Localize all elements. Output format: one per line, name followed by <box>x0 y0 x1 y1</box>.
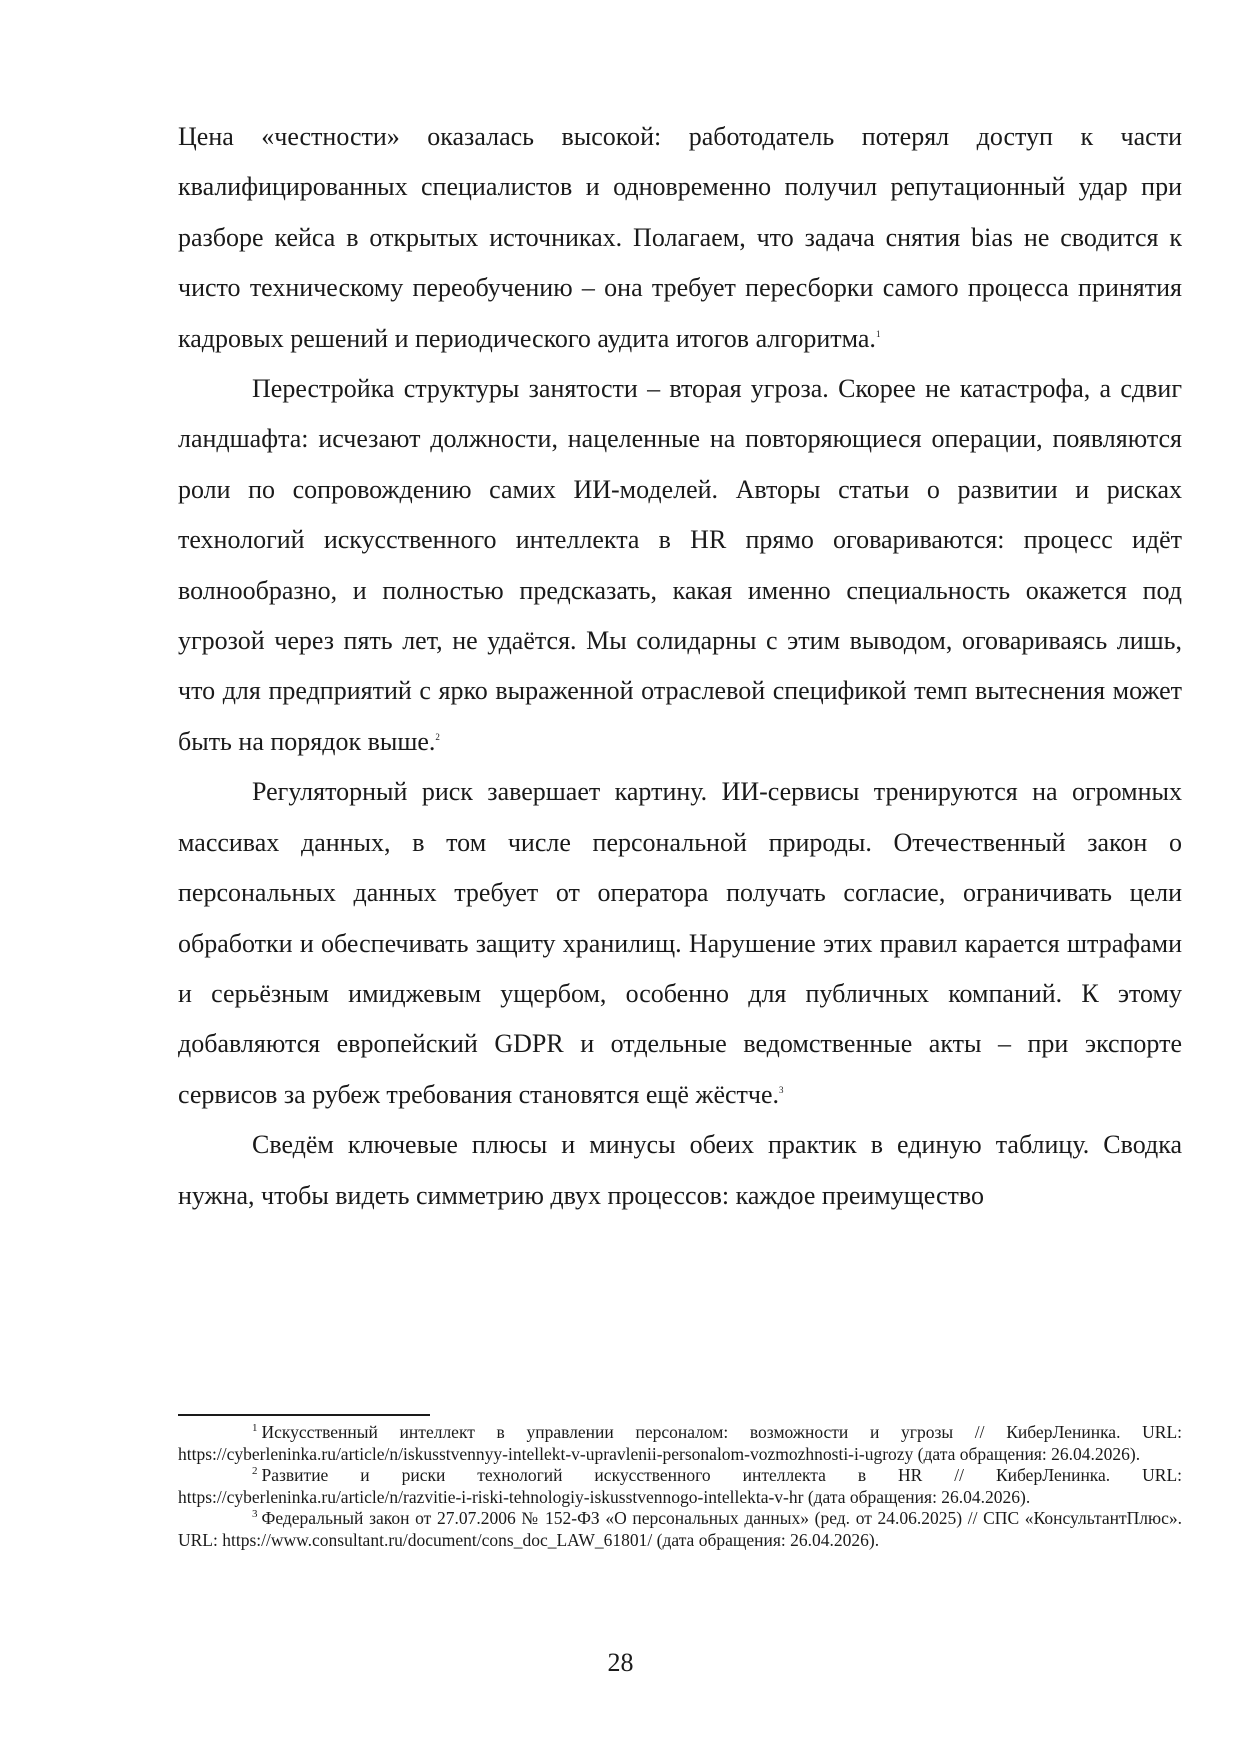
footnote-2 <box>178 1465 1182 1508</box>
footnote-ref-2[interactable]: 2 <box>435 731 440 742</box>
paragraph-4 <box>178 1120 1182 1221</box>
footnote-3-text: Федеральный закон от 27.07.2006 № 152-ФЗ «О персональных данных» (ред. от 24.06.2025) // СПС «КонсультантПлюс». URL: https://www.consultant.ru/document/cons_doc_LAW_61801/ (дата обращения: 26.04.2026). <box>178 1508 1182 1550</box>
footnote-mark-1: 1 <box>252 1422 258 1434</box>
paragraph-3 <box>178 767 1182 1120</box>
page-number: 28 <box>607 1648 634 1677</box>
paragraph-2 <box>178 364 1182 767</box>
footnote-1 <box>178 1422 1182 1465</box>
paragraph-1-text: Цена «честности» оказалась высокой: работодатель потерял доступ к части квалифицированных специалистов и одновременно получил репутационный удар при разборе кейса в открытых источниках. Полагаем, что задача снятия bias не сводится к чисто техническому переобучению – она требует пересборки самого процесса принятия кадровых решений и периодического аудита итогов алгоритма. <box>178 122 1182 353</box>
paragraph-4-text: Сведём ключевые плюсы и минусы обеих практик в единую таблицу. Сводка нужна, чтобы видеть симметрию двух процессов: каждое преимущество <box>178 1130 1182 1210</box>
footnote-1-text: Искусственный интеллект в управлении персоналом: возможности и угрозы // КиберЛенинка. URL: https://cyberleninka.ru/article/n/iskusstvennyy-intellekt-v-upravlenii-personalom-vozmozhnosti-i-ugrozy (дата обращения: 26.04.2026). <box>178 1422 1182 1464</box>
footnotes <box>178 1422 1182 1551</box>
footnote-ref-1[interactable]: 1 <box>875 328 881 339</box>
paragraph-2-text: Перестройка структуры занятости – вторая угроза. Скорее не катастрофа, а сдвиг ландшафта: исчезают должности, нацеленные на повторяющиеся операции, появляются роли по сопровождению самих ИИ-моделей. Авторы статьи о развитии и рисках технологий искусственного интеллекта в HR прямо оговариваются: процесс идёт волнообразно, и полностью предсказать, какая именно специальность окажется под угрозой через пять лет, не удаётся. Мы солидарны с этим выводом, оговариваясь лишь, что для предприятий с ярко выраженной отраслевой спецификой темп вытеснения может быть на порядок выше. <box>178 374 1182 756</box>
footnote-separator <box>178 1414 430 1416</box>
footnote-ref-3[interactable]: 3 <box>779 1084 784 1095</box>
paragraph-1 <box>178 112 1182 364</box>
footnote-mark-2: 2 <box>252 1465 258 1477</box>
body-text <box>178 112 1182 1221</box>
footnote-2-text: Развитие и риски технологий искусственного интеллекта в HR // КиберЛенинка. URL: https://cyberleninka.ru/article/n/razvitie-i-riski-tehnologiy-iskusstvennogo-intellekta-v-hr (дата обращения: 26.04.2026). <box>178 1465 1182 1507</box>
footnote-3 <box>178 1508 1182 1551</box>
paragraph-3-text: Регуляторный риск завершает картину. ИИ-сервисы тренируются на огромных массивах данных, в том числе персональной природы. Отечественный закон о персональных данных требует от оператора получать согласие, ограничивать цели обработки и обеспечивать защиту хранилищ. Нарушение этих правил карается штрафами и серьёзным имиджевым ущербом, особенно для публичных компаний. К этому добавляются европейский GDPR и отдельные ведомственные акты – при экспорте сервисов за рубеж требования становятся ещё жёстче. <box>178 777 1182 1109</box>
footnote-mark-3: 3 <box>252 1508 258 1520</box>
